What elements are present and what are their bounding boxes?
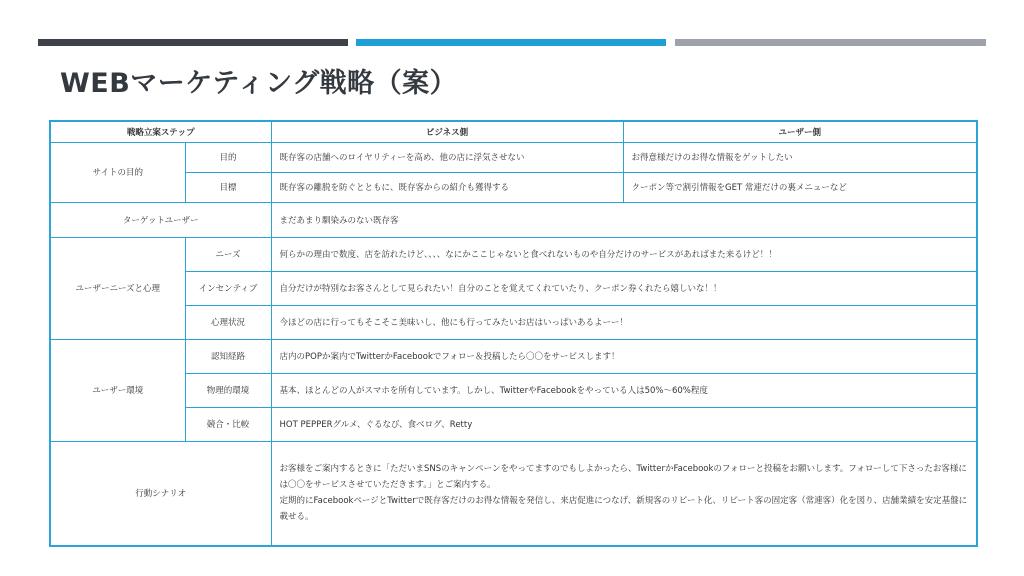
psychology-value: 今ほどの店に行ってもそこそこ美味いし、他にも行ってみたいお店はいっぱいあるよーー！	[271, 305, 977, 339]
scenario-paragraph-1: お客様をご案内するときに「ただいまSNSのキャンペーンをやってますのでもしよかったら、TwitterかFacebookのフォローと投稿をお願いします。フォローして下さったお客様には〇〇をサービスさせていただきます。」とご案内する。	[279, 464, 967, 491]
target-user-value: まだあまり馴染みのない既存客	[271, 202, 977, 237]
table-row	[50, 172, 977, 202]
header-business: ビジネス側	[271, 121, 623, 142]
target-user-label: ターゲットユーザー	[50, 202, 271, 237]
strategy-table	[49, 120, 978, 547]
table-row	[50, 441, 977, 546]
table-row	[50, 142, 977, 172]
scenario-label: 行動シナリオ	[50, 441, 271, 546]
needs-value: 何らかの理由で数度、店を訪れたけど、、、、なにかここじゃないと食べれないものや自分だけのサービスがあればまた来るけど！！	[271, 237, 977, 271]
needs-sub-label: ニーズ	[185, 237, 271, 271]
competition-value: HOT PEPPERグルメ、ぐるなび、食べログ、Retty	[271, 407, 977, 441]
header-bar-dark	[38, 39, 348, 46]
header-bar-blue	[356, 39, 666, 46]
needs-label: ユーザーニーズと心理	[50, 237, 185, 339]
goal-sub-label: 目標	[185, 172, 271, 202]
table-row	[50, 202, 977, 237]
table-row	[50, 305, 977, 339]
header-step: 戦略立案ステップ	[50, 121, 271, 142]
purpose-business: 既存客の店舗へのロイヤリティーを高め、他の店に浮気させない	[271, 142, 623, 172]
table-row	[50, 237, 977, 271]
table-row	[50, 271, 977, 305]
awareness-value: 店内のPOPか案内でTwitterかFacebookでフォロー＆投稿したら〇〇をサービスします！	[271, 339, 977, 373]
goal-user: クーポン等で割引情報をGET 常連だけの裏メニューなど	[623, 172, 977, 202]
awareness-sub-label: 認知経路	[185, 339, 271, 373]
purpose-sub-label: 目的	[185, 142, 271, 172]
psychology-sub-label: 心理状況	[185, 305, 271, 339]
physical-env-sub-label: 物理的環境	[185, 373, 271, 407]
site-purpose-label: サイトの目的	[50, 142, 185, 202]
physical-env-value: 基本、ほとんどの人がスマホを所有しています。しかし、TwitterやFacebookをやっている人は50%～60%程度	[271, 373, 977, 407]
header-user: ユーザー側	[623, 121, 977, 142]
table-row	[50, 407, 977, 441]
table-row	[50, 373, 977, 407]
purpose-user: お得意様だけのお得な情報をゲットしたい	[623, 142, 977, 172]
table-row	[50, 339, 977, 373]
scenario-paragraph-2: 定期的にFacebookページとTwitterで既存客だけのお得な情報を発信し、来店促進につなげ、新規客のリピート化、リピート客の固定客（常連客）化を図り、店舗業績を安定基盤に載せる。	[279, 496, 968, 523]
incentive-sub-label: インセンティブ	[185, 271, 271, 305]
slide-title: WEBマーケティング戦略（案）	[60, 68, 458, 99]
goal-business: 既存客の離脱を防ぐとともに、既存客からの紹介も獲得する	[271, 172, 623, 202]
header-bar-gray	[675, 39, 986, 46]
competition-sub-label: 競合・比較	[185, 407, 271, 441]
scenario-text	[271, 441, 977, 546]
environment-label: ユーザー環境	[50, 339, 185, 441]
incentive-value: 自分だけが特別なお客さんとして見られたい！自分のことを覚えてくれていたり、クーポン券くれたら嬉しいな！！	[271, 271, 977, 305]
table-header-row	[50, 121, 977, 142]
